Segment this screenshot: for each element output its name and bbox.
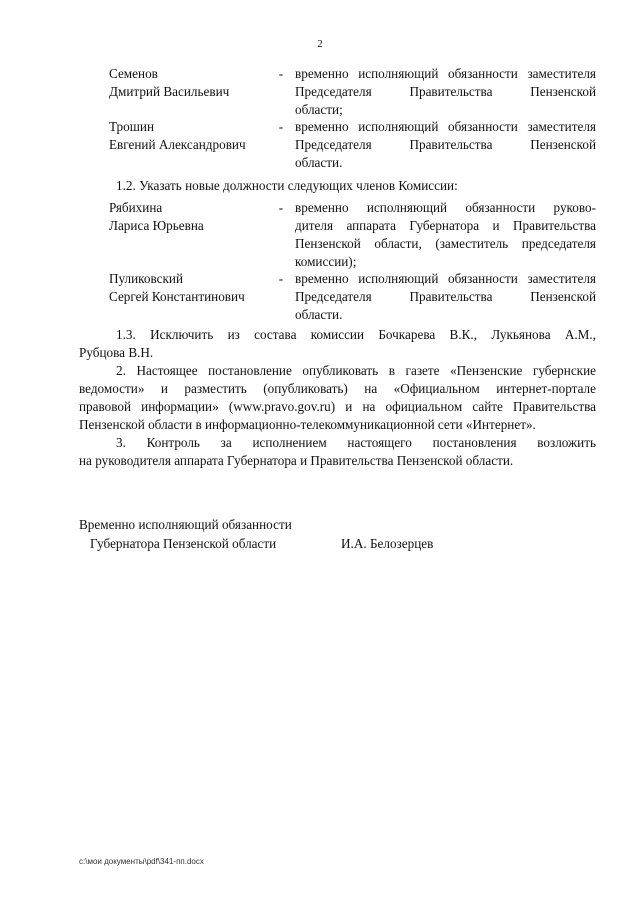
paragraph-line: Рубцова В.Н.: [79, 345, 154, 360]
role-line: Председателя Правительства Пензенской: [295, 289, 596, 304]
paragraph-line: правовой информации» (www.pravo.gov.ru) и на официальном сайте Правительства: [79, 399, 596, 414]
member-entry-troshin: [109, 118, 596, 172]
member-given-names: Сергей Константинович: [109, 289, 245, 304]
paragraph-line: на руководителя аппарата Губернатора и Правительства Пензенской области.: [79, 453, 514, 468]
entry-dash: -: [278, 66, 284, 81]
entry-dash: -: [278, 271, 284, 286]
paragraph-line: Пензенской области в информационно-телекоммуникационной сети «Интернет».: [79, 417, 536, 432]
member-role: [295, 199, 596, 271]
member-surname: Трошин: [109, 119, 155, 134]
member-name: [109, 270, 279, 306]
signatory-name: И.А. Белозерцев: [341, 536, 434, 551]
page-number: 2: [317, 38, 323, 50]
member-role: [295, 65, 596, 119]
role-line: области.: [295, 155, 343, 170]
paragraph-line: 2. Настоящее постановление опубликовать в газете «Пензенские губернские: [116, 363, 596, 378]
member-given-names: Лариса Юрьевна: [109, 218, 204, 233]
paragraph-2: [79, 362, 596, 434]
paragraph-line: 1.3. Исключить из состава комиссии Бочкарева В.К., Лукьянова А.М.,: [116, 327, 596, 342]
role-line: комиссии);: [295, 254, 357, 269]
member-name: [109, 65, 279, 101]
role-line: временно исполняющий обязанности заместителя: [295, 271, 596, 286]
role-line: Председателя Правительства Пензенской: [295, 137, 596, 152]
role-line: дителя аппарата Губернатора и Правительства: [295, 218, 596, 233]
member-given-names: Евгений Александрович: [109, 137, 246, 152]
role-line: временно исполняющий обязанности заместителя: [295, 66, 596, 81]
member-surname: Рябихина: [109, 200, 163, 215]
role-line: области;: [295, 102, 343, 117]
member-surname: Семенов: [109, 66, 158, 81]
paragraph-1-3: [79, 326, 596, 362]
member-surname: Пуликовский: [109, 271, 184, 286]
member-role: [295, 118, 596, 172]
paragraph-line: 1.2. Указать новые должности следующих членов Комиссии:: [116, 178, 458, 193]
signatory-title-line-2: Губернатора Пензенской области: [90, 536, 277, 551]
role-line: области.: [295, 307, 343, 322]
member-entry-semenov: [109, 65, 596, 119]
paragraph-line: ведомости» и разместить (опубликовать) на «Официальном интернет-портале: [79, 381, 596, 396]
role-line: Пензенской области, (заместитель председателя: [295, 236, 596, 251]
member-entry-ryabikhina: [109, 199, 596, 271]
entry-dash: -: [278, 119, 284, 134]
signature-block: [79, 515, 529, 553]
document-file-path: c:\мои документы\pdf\341-пп.docx: [79, 857, 204, 866]
role-line: временно исполняющий обязанности руково-: [295, 200, 596, 215]
signatory-title-line-1: Временно исполняющий обязанности: [79, 517, 292, 532]
member-entry-pulikovsky: [109, 270, 596, 324]
paragraph-1-2: [79, 177, 596, 195]
paragraph-3: [79, 434, 596, 470]
member-given-names: Дмитрий Васильевич: [109, 84, 230, 99]
member-name: [109, 118, 279, 154]
role-line: временно исполняющий обязанности заместителя: [295, 119, 596, 134]
paragraph-line: 3. Контроль за исполнением настоящего постановления возложить: [116, 435, 596, 450]
entry-dash: -: [278, 200, 284, 215]
member-name: [109, 199, 279, 235]
role-line: Председателя Правительства Пензенской: [295, 84, 596, 99]
member-role: [295, 270, 596, 324]
